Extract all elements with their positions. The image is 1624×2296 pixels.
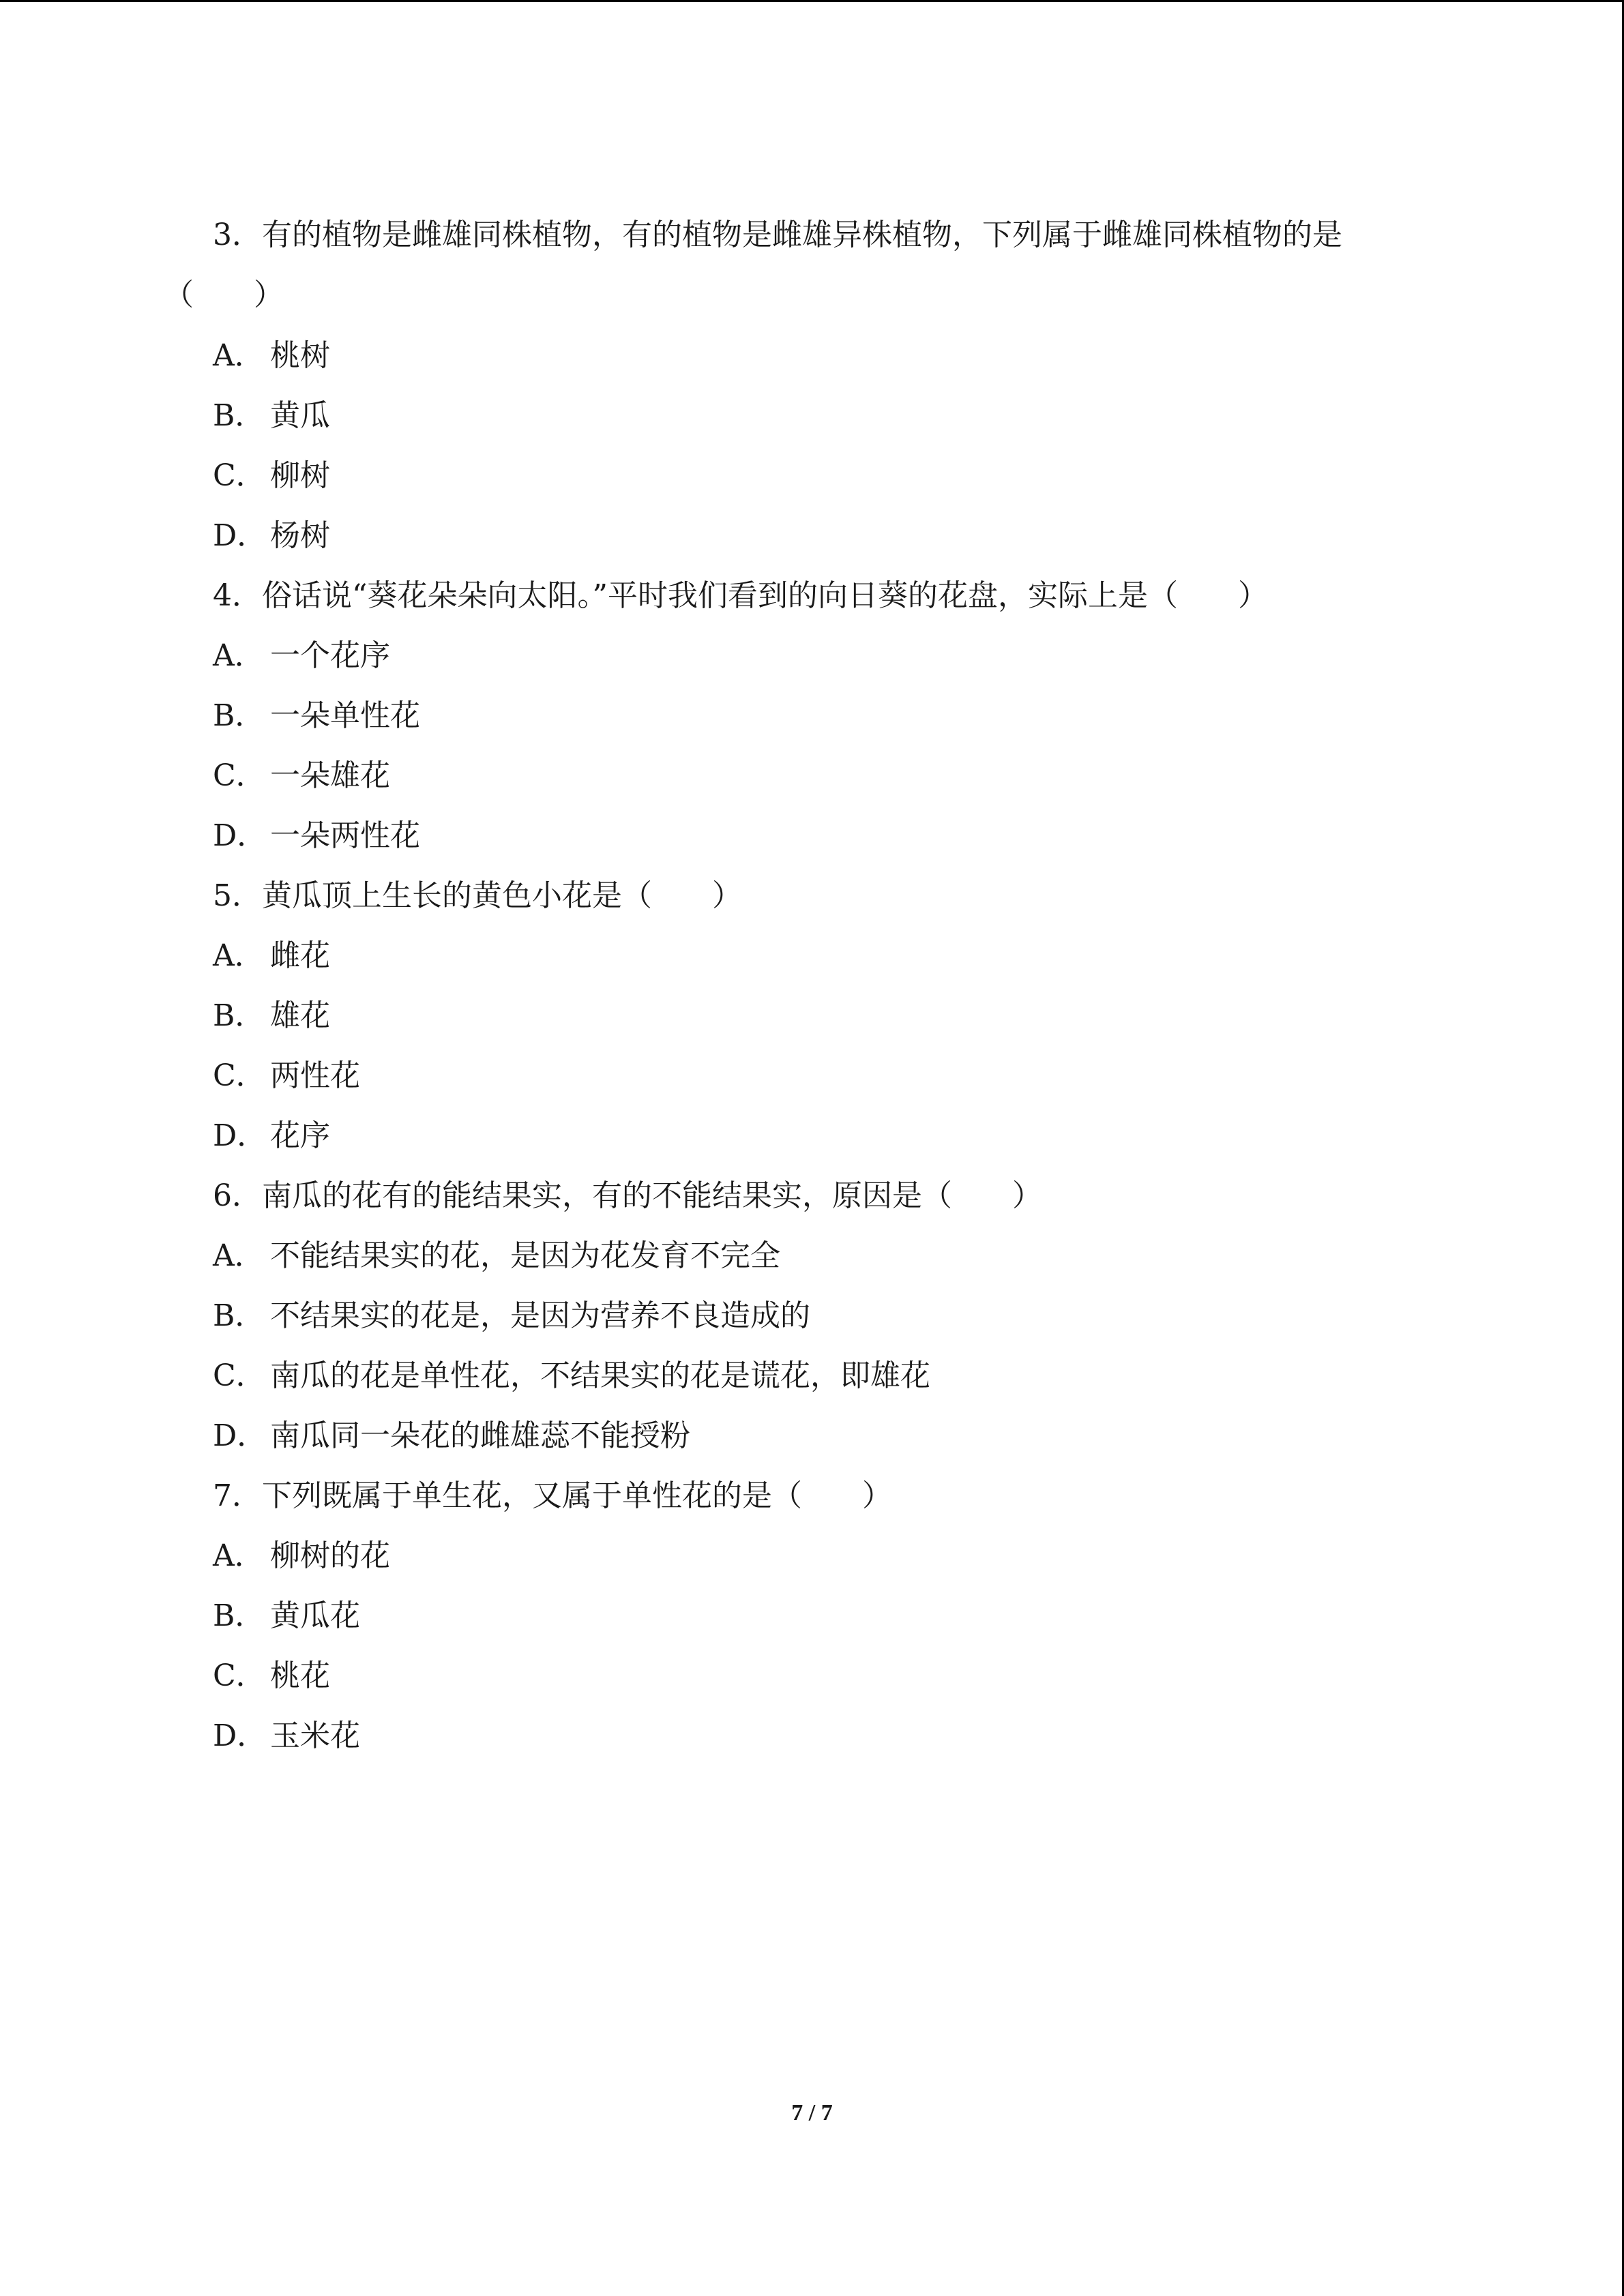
option-text: 黄瓜花 bbox=[270, 1598, 360, 1633]
option-text: 黄瓜 bbox=[270, 398, 330, 433]
option-text: 杨树 bbox=[270, 518, 330, 553]
question-6-option-d bbox=[213, 1416, 690, 1457]
question-7-option-a bbox=[213, 1536, 390, 1577]
option-text: 桃花 bbox=[270, 1658, 330, 1693]
option-letter: D． bbox=[213, 818, 267, 853]
option-letter: B． bbox=[213, 698, 265, 733]
question-6-option-b bbox=[213, 1296, 810, 1337]
question-7-option-c bbox=[213, 1656, 330, 1697]
option-letter: B． bbox=[213, 1598, 265, 1633]
option-text: 一朵雄花 bbox=[270, 758, 390, 793]
option-letter: B． bbox=[213, 398, 265, 433]
option-text: 雌花 bbox=[270, 938, 330, 973]
question-6-option-a bbox=[213, 1236, 780, 1277]
option-text: 南瓜的花是单性花，不结果实的花是谎花，即雄花 bbox=[270, 1358, 930, 1393]
option-text: 不能结果实的花，是因为花发育不完全 bbox=[270, 1238, 780, 1273]
option-letter: A． bbox=[213, 638, 265, 673]
question-5-option-c bbox=[213, 1056, 360, 1097]
question-7-option-d bbox=[213, 1716, 360, 1757]
question-3-option-a bbox=[213, 336, 330, 376]
option-letter: B． bbox=[213, 998, 265, 1033]
option-letter: D． bbox=[213, 1418, 267, 1453]
question-6-option-c bbox=[213, 1356, 930, 1397]
question-4-option-d bbox=[213, 816, 420, 856]
option-text: 一个花序 bbox=[270, 638, 390, 673]
option-letter: A． bbox=[213, 1538, 265, 1573]
option-text: 花序 bbox=[270, 1118, 330, 1153]
option-text: 一朵两性花 bbox=[270, 818, 420, 853]
option-text: 南瓜同一朵花的雌雄蕊不能授粉 bbox=[270, 1418, 690, 1453]
question-5-option-a bbox=[213, 936, 330, 976]
question-3-option-c bbox=[213, 456, 330, 496]
option-letter: C． bbox=[213, 458, 266, 493]
question-3-answer-blank: （ ） bbox=[164, 278, 284, 312]
question-4-option-a bbox=[213, 636, 390, 676]
question-3-option-d bbox=[213, 516, 330, 556]
option-letter: D． bbox=[213, 1118, 267, 1153]
option-letter: D． bbox=[213, 518, 267, 553]
question-5-option-d bbox=[213, 1116, 330, 1157]
question-3-stem: 3．有的植物是雌雄同株植物，有的植物是雌雄异株植物，下列属于雌雄同株植物的是 bbox=[213, 218, 1342, 252]
option-letter: C． bbox=[213, 1058, 266, 1093]
option-letter: B． bbox=[213, 1298, 265, 1333]
option-letter: A． bbox=[213, 1238, 265, 1273]
question-7-stem: 7．下列既属于单生花，又属于单性花的是（ ） bbox=[213, 1478, 892, 1513]
option-text: 柳树 bbox=[270, 458, 330, 493]
option-letter: C． bbox=[213, 1658, 266, 1693]
question-4-option-b bbox=[213, 696, 420, 736]
question-4-option-c bbox=[213, 756, 390, 796]
option-text: 玉米花 bbox=[270, 1718, 360, 1753]
option-text: 一朵单性花 bbox=[270, 698, 420, 733]
option-letter: C． bbox=[213, 758, 266, 793]
question-3-option-b bbox=[213, 396, 330, 436]
option-text: 不结果实的花是，是因为营养不良造成的 bbox=[270, 1298, 810, 1333]
option-letter: D． bbox=[213, 1718, 267, 1753]
option-letter: C． bbox=[213, 1358, 266, 1393]
option-text: 两性花 bbox=[270, 1058, 360, 1093]
question-6-stem: 6．南瓜的花有的能结果实，有的不能结果实，原因是（ ） bbox=[213, 1178, 1042, 1213]
option-text: 柳树的花 bbox=[270, 1538, 390, 1573]
option-text: 桃树 bbox=[270, 338, 330, 373]
option-letter: A． bbox=[213, 938, 265, 973]
question-7-option-b bbox=[213, 1596, 360, 1637]
option-letter: A． bbox=[213, 338, 265, 373]
page-number: 7 / 7 bbox=[791, 2100, 833, 2126]
option-text: 雄花 bbox=[270, 998, 330, 1033]
question-5-stem: 5．黄瓜顶上生长的黄色小花是（ ） bbox=[213, 878, 742, 913]
question-5-option-b bbox=[213, 996, 330, 1037]
question-4-stem: 4．俗话说“葵花朵朵向太阳。”平时我们看到的向日葵的花盘，实际上是（ ） bbox=[213, 578, 1268, 613]
